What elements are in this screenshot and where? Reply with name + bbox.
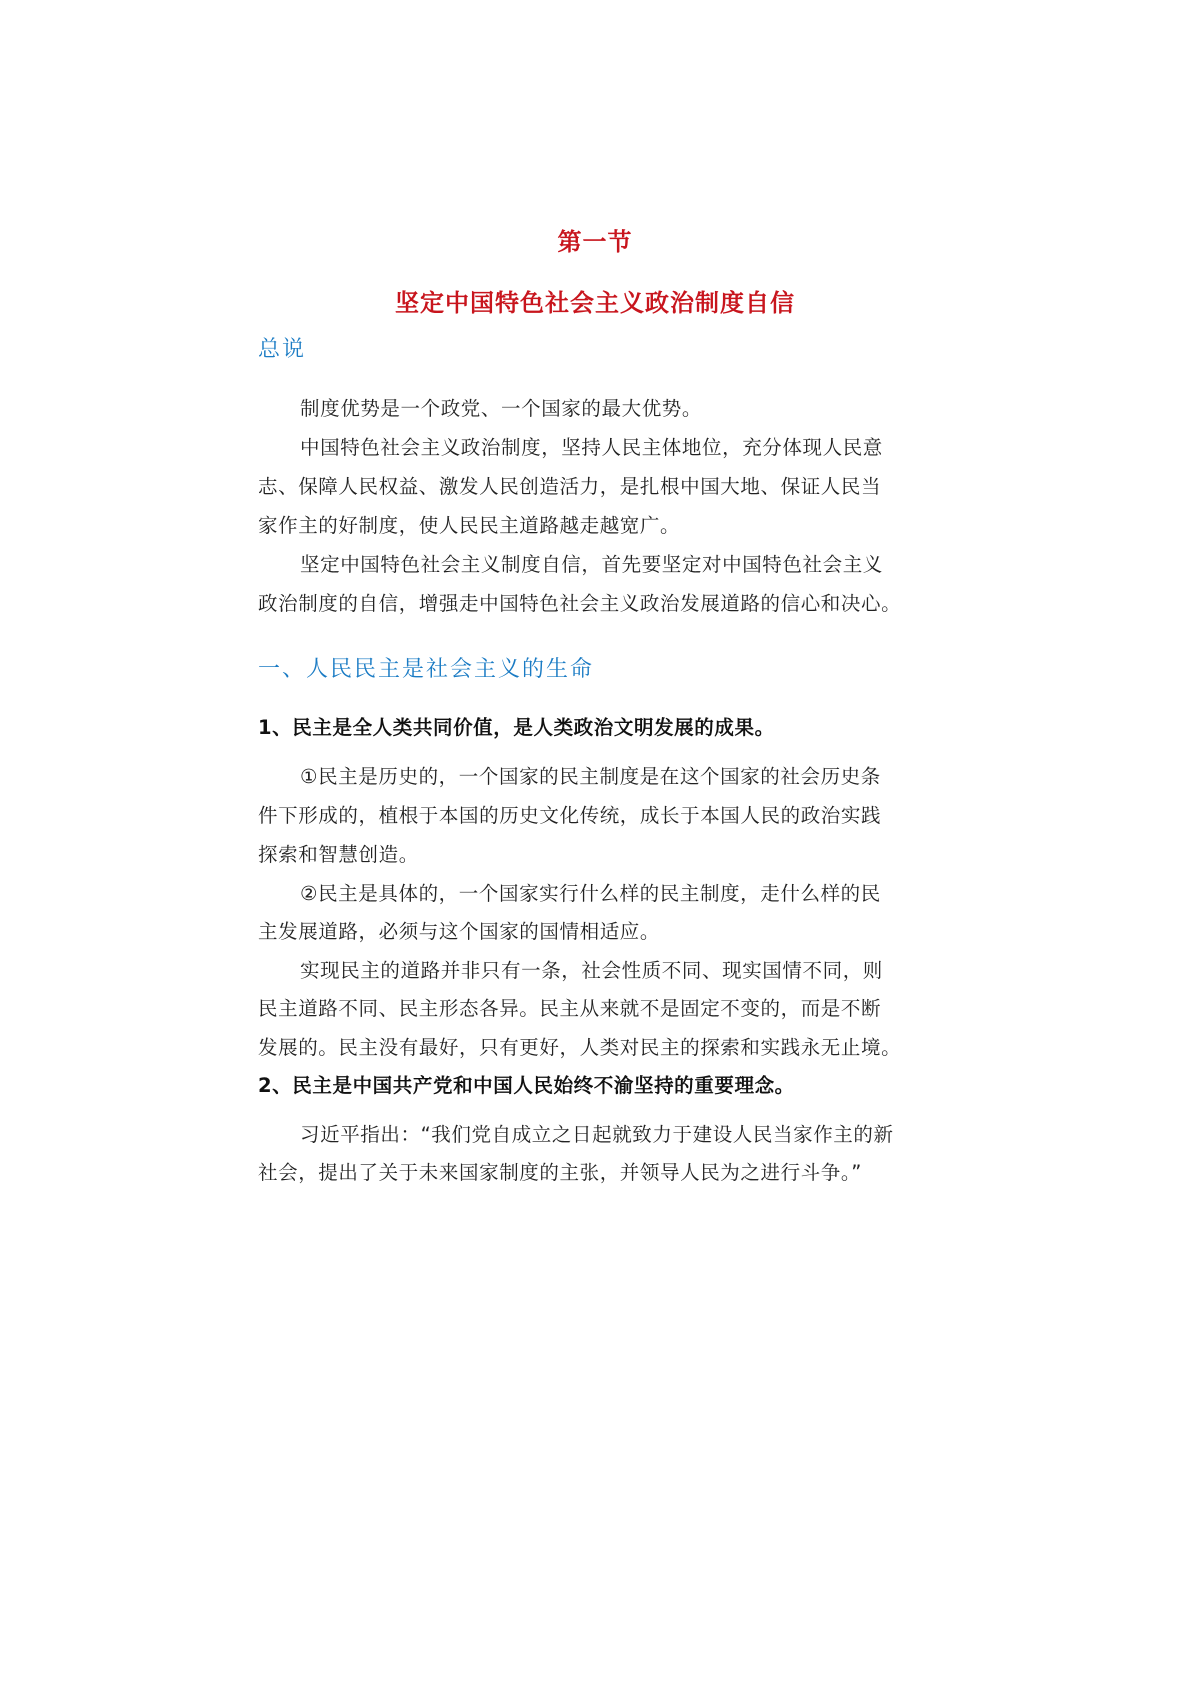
paragraph-line: 社会，提出了关于未来国家制度的主张，并领导人民为之进行斗争。” (258, 1161, 862, 1184)
point1-heading: 1、民主是全人类共同价值，是人类政治文明发展的成果。 (258, 716, 775, 739)
section-title: 坚定中国特色社会主义政治制度自信 (395, 289, 795, 317)
paragraph-line: 实现民主的道路并非只有一条，社会性质不同、现实国情不同，则 (300, 959, 883, 982)
paragraph-line: ②民主是具体的，一个国家实行什么样的民主制度，走什么样的民 (300, 882, 881, 905)
paragraph-line: 习近平指出：“我们党自成立之日起就致力于建设人民当家作主的新 (300, 1123, 894, 1146)
paragraph-line: 政治制度的自信，增强走中国特色社会主义政治发展道路的信心和决心。 (258, 592, 902, 615)
paragraph-line: 件下形成的，植根于本国的历史文化传统，成长于本国人民的政治实践 (258, 804, 882, 827)
section-label: 第一节 (557, 228, 633, 256)
point2-heading: 2、民主是中国共产党和中国人民始终不渝坚持的重要理念。 (258, 1074, 795, 1097)
paragraph-line: 探索和智慧创造。 (258, 843, 419, 866)
paragraph-line: 制度优势是一个政党、一个国家的最大优势。 (300, 397, 703, 420)
paragraph-line: ①民主是历史的，一个国家的民主制度是在这个国家的社会历史条 (300, 765, 881, 788)
paragraph-line: 志、保障人民权益、激发人民创造活力，是扎根中国大地、保证人民当 (258, 475, 882, 498)
chapter-heading: 一、人民民主是社会主义的生命 (258, 657, 595, 682)
paragraph-line: 家作主的好制度，使人民民主道路越走越宽广。 (258, 514, 681, 537)
paragraph-line: 中国特色社会主义政治制度，坚持人民主体地位，充分体现人民意 (300, 436, 883, 459)
paragraph-line: 主发展道路，必须与这个国家的国情相适应。 (258, 920, 661, 943)
paragraph-line: 发展的。民主没有最好，只有更好，人类对民主的探索和实践永无止境。 (258, 1036, 902, 1059)
paragraph-line: 民主道路不同、民主形态各异。民主从来就不是固定不变的，而是不断 (258, 997, 882, 1020)
paragraph-line: 坚定中国特色社会主义制度自信，首先要坚定对中国特色社会主义 (300, 553, 883, 576)
overview-heading: 总说 (258, 337, 307, 362)
